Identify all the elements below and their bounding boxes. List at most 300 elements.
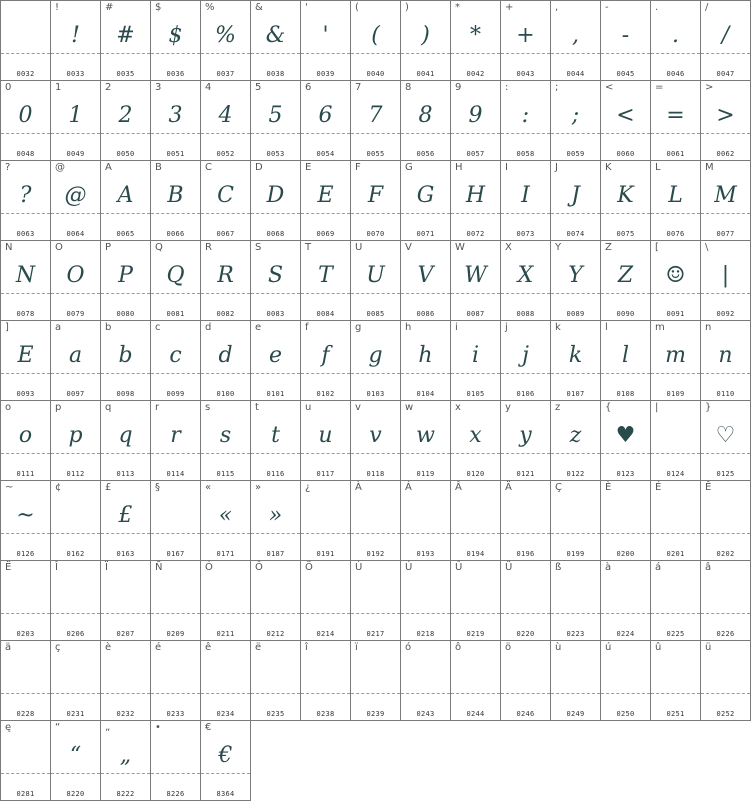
character-code: 0047 <box>716 70 735 78</box>
character-code: 0228 <box>16 710 35 718</box>
character-code: 0232 <box>116 710 135 718</box>
glyph-sample <box>301 576 350 616</box>
baseline-divider <box>1 613 50 614</box>
character-label: û <box>655 642 662 653</box>
character-label: L <box>655 162 661 173</box>
character-code: 0219 <box>466 630 485 638</box>
baseline-divider <box>601 373 650 374</box>
character-label: O <box>55 242 63 253</box>
baseline-divider <box>251 293 300 294</box>
glyph-sample: 9 <box>468 103 483 128</box>
character-label: u <box>305 402 312 413</box>
glyph-sample: & <box>265 23 286 48</box>
glyph-cell <box>450 320 501 401</box>
glyph-cell <box>350 0 401 81</box>
character-label: î <box>305 642 308 653</box>
glyph-sample: E <box>317 183 334 208</box>
glyph-sample: $ <box>168 23 183 48</box>
glyph-sample: H <box>465 183 486 208</box>
character-label: £ <box>105 482 112 493</box>
baseline-divider <box>351 533 400 534</box>
glyph-cell <box>700 320 751 401</box>
baseline-divider <box>401 53 450 54</box>
glyph-sample: ♥ <box>615 423 636 448</box>
glyph-sample <box>701 656 750 696</box>
character-code: 0108 <box>616 390 635 398</box>
glyph-cell <box>150 720 201 801</box>
baseline-divider <box>651 53 700 54</box>
baseline-divider <box>251 693 300 694</box>
character-label: 9 <box>455 82 462 93</box>
glyph-cell <box>50 560 101 641</box>
character-label: ; <box>555 82 559 93</box>
character-label: + <box>505 2 514 13</box>
glyph-cell <box>550 0 601 81</box>
character-label: ö <box>505 642 512 653</box>
glyph-sample: C <box>217 183 234 208</box>
character-label: 6 <box>305 82 312 93</box>
glyph-sample: 2 <box>118 103 133 128</box>
character-code: 0251 <box>666 710 685 718</box>
baseline-divider <box>701 373 750 374</box>
character-label: , <box>555 2 559 13</box>
character-label: a <box>55 322 62 333</box>
glyph-cell <box>450 240 501 321</box>
baseline-divider <box>351 133 400 134</box>
baseline-divider <box>101 53 150 54</box>
baseline-divider <box>601 453 650 454</box>
baseline-divider <box>601 133 650 134</box>
baseline-divider <box>701 693 750 694</box>
glyph-cell <box>450 480 501 561</box>
character-label: ? <box>5 162 11 173</box>
glyph-sample: ~ <box>16 503 35 528</box>
glyph-cell <box>150 0 201 81</box>
character-label: z <box>555 402 561 413</box>
character-code: 0090 <box>616 310 635 318</box>
glyph-cell <box>0 0 51 81</box>
glyph-sample: # <box>116 23 135 48</box>
character-code: 0060 <box>616 150 635 158</box>
glyph-sample: ; <box>571 103 580 128</box>
baseline-divider <box>301 533 350 534</box>
character-code: 0045 <box>616 70 635 78</box>
baseline-divider <box>101 453 150 454</box>
glyph-cell <box>500 240 551 321</box>
glyph-sample <box>301 496 350 536</box>
glyph-cell <box>700 80 751 161</box>
glyph-sample: * <box>470 23 481 48</box>
glyph-cell <box>400 160 451 241</box>
character-code: 0086 <box>416 310 435 318</box>
character-label: ß <box>555 562 562 573</box>
glyph-cell <box>100 160 151 241</box>
character-label: A <box>105 162 112 173</box>
glyph-sample: . <box>672 23 679 48</box>
baseline-divider <box>201 213 250 214</box>
glyph-cell <box>700 400 751 481</box>
character-label: Ñ <box>155 562 163 573</box>
baseline-divider <box>101 133 150 134</box>
glyph-cell <box>450 80 501 161</box>
baseline-divider <box>351 53 400 54</box>
character-code: 0039 <box>316 70 335 78</box>
glyph-sample: 7 <box>368 103 383 128</box>
character-code: 0191 <box>316 550 335 558</box>
glyph-sample <box>501 576 550 616</box>
glyph-sample <box>301 656 350 696</box>
glyph-sample: r <box>170 423 181 448</box>
glyph-cell <box>350 240 401 321</box>
glyph-sample: w <box>416 423 435 448</box>
baseline-divider <box>201 453 250 454</box>
glyph-sample <box>1 576 50 616</box>
baseline-divider <box>301 693 350 694</box>
character-code: 0281 <box>16 790 35 798</box>
glyph-sample: L <box>668 183 683 208</box>
baseline-divider <box>101 533 150 534</box>
character-label: R <box>205 242 212 253</box>
character-code: 0071 <box>416 230 435 238</box>
glyph-cell <box>150 160 201 241</box>
baseline-divider <box>651 213 700 214</box>
glyph-cell <box>550 320 601 401</box>
baseline-divider <box>701 613 750 614</box>
character-code: 0231 <box>66 710 85 718</box>
glyph-cell <box>600 320 651 401</box>
baseline-divider <box>701 293 750 294</box>
glyph-cell <box>100 640 151 721</box>
character-code: 0084 <box>316 310 335 318</box>
baseline-divider <box>401 693 450 694</box>
baseline-divider <box>51 453 100 454</box>
character-label: Ú <box>405 562 413 573</box>
character-label: ä <box>5 642 12 653</box>
glyph-sample <box>551 656 600 696</box>
character-label: : <box>505 82 509 93</box>
glyph-sample <box>701 496 750 536</box>
character-label: Ê <box>705 482 712 493</box>
baseline-divider <box>451 293 500 294</box>
glyph-cell <box>500 160 551 241</box>
character-label: ê <box>205 642 212 653</box>
glyph-cell <box>300 560 351 641</box>
glyph-cell <box>250 640 301 721</box>
glyph-cell <box>400 0 451 81</box>
glyph-cell <box>600 560 651 641</box>
character-code: 0091 <box>666 310 685 318</box>
character-code: 0119 <box>416 470 435 478</box>
character-label: e <box>255 322 262 333</box>
glyph-cell <box>350 560 401 641</box>
glyph-sample: b <box>118 343 133 368</box>
character-code: 0042 <box>466 70 485 78</box>
glyph-cell <box>350 160 401 241</box>
glyph-cell <box>500 400 551 481</box>
glyph-sample <box>101 656 150 696</box>
glyph-sample <box>401 576 450 616</box>
character-code: 0201 <box>666 550 685 558</box>
glyph-cell <box>600 160 651 241</box>
character-code: 0199 <box>566 550 585 558</box>
glyph-sample: u <box>318 423 333 448</box>
glyph-cell <box>450 560 501 641</box>
baseline-divider <box>301 453 350 454</box>
character-label: À <box>355 482 362 493</box>
glyph-cell <box>550 240 601 321</box>
character-code: 0054 <box>316 150 335 158</box>
glyph-cell <box>100 400 151 481</box>
character-label: € <box>205 722 212 733</box>
baseline-divider <box>551 133 600 134</box>
character-code: 0051 <box>166 150 185 158</box>
glyph-sample: M <box>714 183 737 208</box>
glyph-cell <box>50 0 101 81</box>
character-label: F <box>355 162 361 173</box>
glyph-cell <box>400 480 451 561</box>
glyph-cell <box>500 560 551 641</box>
character-label: S <box>255 242 262 253</box>
character-code: 0078 <box>16 310 35 318</box>
character-code: 0070 <box>366 230 385 238</box>
glyph-cell <box>350 320 401 401</box>
glyph-sample <box>451 576 500 616</box>
character-code: 0089 <box>566 310 585 318</box>
glyph-cell <box>150 240 201 321</box>
glyph-sample: A <box>117 183 134 208</box>
character-code: 0244 <box>466 710 485 718</box>
character-code: 0118 <box>366 470 385 478</box>
glyph-sample: j <box>522 343 529 368</box>
character-label: p <box>55 402 62 413</box>
baseline-divider <box>451 533 500 534</box>
glyph-cell <box>350 400 401 481</box>
baseline-divider <box>301 293 350 294</box>
character-label: & <box>255 2 263 13</box>
character-label: g <box>355 322 362 333</box>
glyph-sample <box>151 736 200 776</box>
glyph-cell <box>500 80 551 161</box>
character-code: 0049 <box>66 150 85 158</box>
character-code: 0224 <box>616 630 635 638</box>
character-label: 7 <box>355 82 362 93</box>
character-label: d <box>205 322 212 333</box>
baseline-divider <box>101 773 150 774</box>
baseline-divider <box>401 133 450 134</box>
glyph-cell <box>200 720 251 801</box>
baseline-divider <box>1 693 50 694</box>
baseline-divider <box>701 453 750 454</box>
baseline-divider <box>151 533 200 534</box>
glyph-sample: X <box>517 263 534 288</box>
character-code: 0097 <box>66 390 85 398</box>
character-code: 0109 <box>666 390 685 398</box>
character-label: * <box>455 2 460 13</box>
glyph-cell <box>400 640 451 721</box>
glyph-sample: / <box>721 23 730 48</box>
glyph-sample <box>201 656 250 696</box>
character-label: » <box>255 482 262 493</box>
character-code: 0212 <box>266 630 285 638</box>
character-code: 0110 <box>716 390 735 398</box>
baseline-divider <box>251 533 300 534</box>
character-label: ü <box>705 642 712 653</box>
glyph-cell <box>500 0 551 81</box>
glyph-sample: d <box>218 343 233 368</box>
glyph-sample: m <box>665 343 686 368</box>
glyph-sample <box>651 496 700 536</box>
baseline-divider <box>651 453 700 454</box>
glyph-sample: B <box>167 183 184 208</box>
glyph-cell <box>350 480 401 561</box>
glyph-cell <box>50 400 101 481</box>
baseline-divider <box>501 533 550 534</box>
baseline-divider <box>501 293 550 294</box>
character-label: ) <box>405 2 409 13</box>
character-code: 0041 <box>416 70 435 78</box>
glyph-cell <box>700 240 751 321</box>
glyph-cell <box>200 560 251 641</box>
character-code: 0061 <box>666 150 685 158</box>
baseline-divider <box>401 533 450 534</box>
glyph-sample: P <box>118 263 133 288</box>
character-label: • <box>155 722 161 733</box>
character-label: Ù <box>355 562 363 573</box>
character-label: W <box>455 242 465 253</box>
character-code: 0249 <box>566 710 585 718</box>
character-code: 0087 <box>466 310 485 318</box>
character-label: N <box>5 242 13 253</box>
baseline-divider <box>501 693 550 694</box>
baseline-divider <box>201 133 250 134</box>
character-code: 0214 <box>316 630 335 638</box>
glyph-cell <box>50 480 101 561</box>
glyph-sample: V <box>417 263 434 288</box>
glyph-cell <box>600 80 651 161</box>
glyph-cell <box>700 640 751 721</box>
character-label: ] <box>5 322 9 333</box>
glyph-cell <box>650 560 701 641</box>
character-label: J <box>555 162 558 173</box>
glyph-cell <box>650 80 701 161</box>
character-label: i <box>455 322 458 333</box>
glyph-sample: O <box>66 263 85 288</box>
baseline-divider <box>501 53 550 54</box>
glyph-cell <box>150 480 201 561</box>
glyph-sample: « <box>218 503 233 528</box>
character-code: 0187 <box>266 550 285 558</box>
character-code: 0088 <box>516 310 535 318</box>
baseline-divider <box>451 133 500 134</box>
glyph-cell <box>250 400 301 481</box>
character-label: H <box>455 162 463 173</box>
glyph-cell <box>550 160 601 241</box>
glyph-cell <box>650 160 701 241</box>
glyph-sample: ☺ <box>665 263 686 288</box>
character-code: 0067 <box>216 230 235 238</box>
glyph-sample <box>51 656 100 696</box>
character-code: 0050 <box>116 150 135 158</box>
glyph-sample <box>551 496 600 536</box>
character-label: ï <box>355 642 358 653</box>
glyph-cell <box>300 240 351 321</box>
character-label: n <box>705 322 712 333</box>
glyph-cell <box>700 560 751 641</box>
character-label: @ <box>55 162 65 173</box>
glyph-cell <box>600 400 651 481</box>
baseline-divider <box>401 373 450 374</box>
glyph-cell <box>50 80 101 161</box>
character-label: Ó <box>205 562 213 573</box>
glyph-sample <box>451 496 500 536</box>
glyph-sample: E <box>17 343 34 368</box>
baseline-divider <box>551 373 600 374</box>
glyph-sample: 8 <box>418 103 433 128</box>
character-code: 0053 <box>266 150 285 158</box>
glyph-cell <box>200 80 251 161</box>
glyph-cell <box>600 0 651 81</box>
character-code: 0035 <box>116 70 135 78</box>
character-code: 0059 <box>566 150 585 158</box>
character-code: 0085 <box>366 310 385 318</box>
character-code: 0069 <box>316 230 335 238</box>
glyph-sample: ) <box>421 23 430 48</box>
glyph-sample: “ <box>69 743 82 768</box>
baseline-divider <box>351 693 400 694</box>
baseline-divider <box>551 533 600 534</box>
glyph-sample <box>601 496 650 536</box>
baseline-divider <box>601 533 650 534</box>
character-code: 0077 <box>716 230 735 238</box>
character-code: 0112 <box>66 470 85 478</box>
glyph-sample <box>351 496 400 536</box>
baseline-divider <box>151 453 200 454</box>
baseline-divider <box>51 53 100 54</box>
glyph-sample <box>651 416 700 456</box>
glyph-cell <box>450 160 501 241</box>
character-label: Ä <box>505 482 512 493</box>
character-label: o <box>5 402 12 413</box>
character-code: 0194 <box>466 550 485 558</box>
character-code: 0082 <box>216 310 235 318</box>
glyph-sample: , <box>572 23 579 48</box>
character-label: 0 <box>5 82 12 93</box>
baseline-divider <box>151 773 200 774</box>
glyph-sample <box>101 576 150 616</box>
glyph-cell <box>150 400 201 481</box>
character-label: . <box>655 2 659 13</box>
character-code: 0126 <box>16 550 35 558</box>
character-code: 8220 <box>66 790 85 798</box>
character-label: c <box>155 322 161 333</box>
character-code: 0080 <box>116 310 135 318</box>
baseline-divider <box>251 453 300 454</box>
character-label: Ü <box>505 562 513 573</box>
glyph-cell <box>0 560 51 641</box>
character-code: 0114 <box>166 470 185 478</box>
glyph-cell <box>350 640 401 721</box>
glyph-sample: T <box>318 263 333 288</box>
glyph-sample: v <box>369 423 382 448</box>
character-label: # <box>105 2 114 13</box>
character-code: 0124 <box>666 470 685 478</box>
character-code: 0106 <box>516 390 535 398</box>
glyph-cell <box>200 320 251 401</box>
glyph-sample: W <box>464 263 487 288</box>
baseline-divider <box>551 613 600 614</box>
character-label: ú <box>605 642 612 653</box>
glyph-sample: 6 <box>318 103 333 128</box>
